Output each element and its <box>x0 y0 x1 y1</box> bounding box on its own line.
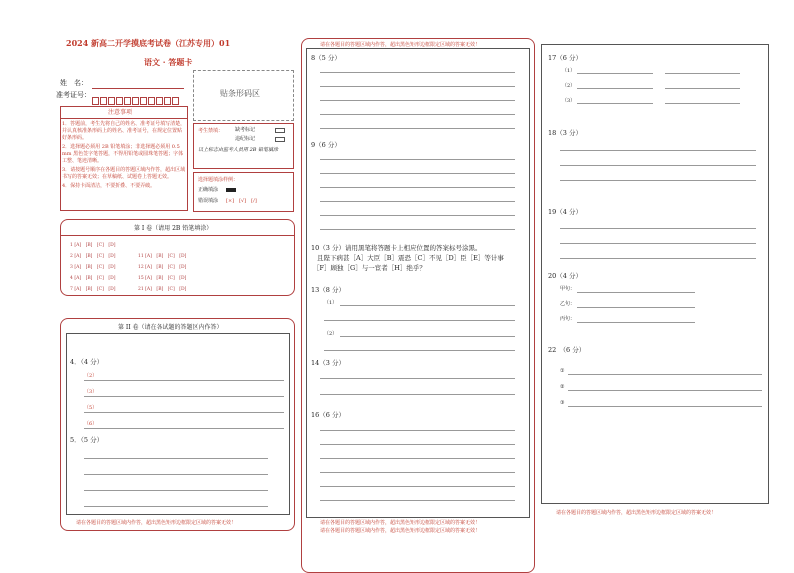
q13-sub: （2） <box>324 331 338 337</box>
examinee-label: 考生禁填： <box>198 128 224 134</box>
choice-row[interactable]: 2 [A] [B] [C] [D] <box>70 254 116 259</box>
answer-line[interactable] <box>320 500 515 501</box>
q20-sub: 甲句： <box>560 286 576 292</box>
q18-label: 18（3 分） <box>548 129 582 137</box>
q17-sub: （2） <box>562 83 576 89</box>
id-cell[interactable] <box>116 97 123 105</box>
answer-line[interactable] <box>577 322 695 323</box>
part2-title: 第 II 卷（请在各试题的答题区内作答） <box>118 324 223 331</box>
exam-title: 2024 新高二开学摸底考试卷（江苏专用）01 <box>66 38 231 48</box>
correct-fill-mark <box>226 188 236 192</box>
answer-line[interactable] <box>560 150 756 151</box>
answer-line[interactable] <box>577 292 695 293</box>
q13-sub: （1） <box>324 300 338 306</box>
notice-item: 2．选择题必须用 2B 铅笔填涂；非选择题必须用 0.5 mm 黑色签字笔答题，不得用铅笔或圆珠笔答题；字体工整、笔迹清晰。 <box>62 144 184 164</box>
q8-label: 8（5 分） <box>311 54 341 62</box>
warning-text: 请在各题目的答题区域内作答，超出黑色矩形边框限定区域的答案无效！ <box>76 520 237 526</box>
q4-sub: （3） <box>84 389 98 395</box>
choice-row[interactable]: 11 [A] [B] [C] [D] <box>138 254 187 259</box>
id-cell[interactable] <box>108 97 115 105</box>
answer-line[interactable] <box>320 486 515 487</box>
exam-subtitle: 语文 · 答题卡 <box>144 57 193 67</box>
answer-line[interactable] <box>320 215 515 216</box>
answer-line[interactable] <box>324 320 515 321</box>
cheat-checkbox[interactable] <box>275 137 285 142</box>
q14-label: 14（3 分） <box>311 359 345 367</box>
answer-line[interactable] <box>84 474 268 475</box>
answer-line[interactable] <box>84 506 268 507</box>
q10-text <box>311 243 526 273</box>
answer-line[interactable] <box>568 374 762 375</box>
cheat-label: 违纪标记 <box>235 136 256 142</box>
choice-row[interactable]: 3 [A] [B] [C] [D] <box>70 265 116 270</box>
q22-sub: ② <box>560 384 565 390</box>
q17-sub: （3） <box>562 98 576 104</box>
q17-label: 17（6 分） <box>548 54 582 62</box>
answer-line[interactable] <box>84 428 284 429</box>
choice-row[interactable]: 7 [A] [B] [C] [D] <box>70 287 116 292</box>
q4-sub: （6） <box>84 421 98 427</box>
notice-item: 1．答题前，考生先将自己的姓名、准考证号填写清楚，并认真核准条形码上的姓名、准考证号，在规定位置贴好条形码。 <box>62 121 186 141</box>
absent-label: 缺考标记 <box>235 127 256 133</box>
answer-line[interactable] <box>560 243 756 244</box>
id-cell[interactable] <box>164 97 171 105</box>
answer-line[interactable] <box>665 88 740 89</box>
q20-label: 20（4 分） <box>548 272 582 280</box>
answer-line[interactable] <box>320 201 515 202</box>
answer-line[interactable] <box>577 88 653 89</box>
answer-line[interactable] <box>577 73 653 74</box>
name-field[interactable] <box>92 88 184 89</box>
notice-list <box>62 121 186 190</box>
warning-text: 请在各题目的答题区域内作答，超出黑色矩形边框限定区域的答案无效！ <box>320 520 481 526</box>
answer-line[interactable] <box>577 103 653 104</box>
fill-example-title: 选择题填涂样例： <box>198 177 239 183</box>
answer-line[interactable] <box>320 472 515 473</box>
answer-line[interactable] <box>320 128 515 129</box>
q20-sub: 乙句： <box>560 301 576 307</box>
q22-sub: ③ <box>560 400 565 406</box>
id-cell[interactable] <box>148 97 155 105</box>
answer-line[interactable] <box>320 430 515 431</box>
answer-line[interactable] <box>340 336 515 337</box>
wrong-fill-marks: [×] [√] [/] <box>226 198 257 204</box>
answer-line[interactable] <box>320 394 515 395</box>
choice-row[interactable]: 15 [A] [B] [C] [D] <box>138 276 187 281</box>
part1-col1 <box>70 242 115 297</box>
choice-row[interactable]: 1 [A] [B] [C] [D] <box>70 243 116 248</box>
wrong-fill-label: 错误填涂 <box>198 198 219 204</box>
barcode-label: 贴条形码区 <box>220 89 260 98</box>
answer-line[interactable] <box>320 229 515 230</box>
answer-line[interactable] <box>84 490 268 491</box>
choice-row[interactable]: 4 [A] [B] [C] [D] <box>70 276 116 281</box>
answer-line[interactable] <box>340 305 515 306</box>
id-cell[interactable] <box>124 97 131 105</box>
answer-line[interactable] <box>560 258 756 259</box>
q22-sub: ① <box>560 368 565 374</box>
choice-row[interactable]: 21 [A] [B] [C] [D] <box>138 287 187 292</box>
q20-sub: 丙句： <box>560 316 576 322</box>
answer-line[interactable] <box>320 100 515 101</box>
examinee-note: 以上标志由监考人员用 2B 铅笔填涂 <box>198 147 279 153</box>
answer-line[interactable] <box>320 444 515 445</box>
answer-line[interactable] <box>320 72 515 73</box>
name-label: 姓 名： <box>60 79 88 87</box>
id-cell[interactable] <box>132 97 139 105</box>
q10-line[interactable]: 且陛下病甚［A］大臣［B］震恐［C］不见［D］臣［E］等计事 <box>317 254 504 262</box>
q19-label: 19（4 分） <box>548 208 582 216</box>
q17-sub: （1） <box>562 68 576 74</box>
answer-line[interactable] <box>84 396 284 397</box>
notice-title: 注意事项 <box>108 109 133 116</box>
id-cell[interactable] <box>100 97 107 105</box>
warning-text: 请在各题目的答题区域内作答，超出黑色矩形边框限定区域的答案无效！ <box>320 42 481 48</box>
answer-line[interactable] <box>84 380 284 381</box>
q10-line[interactable]: ［F］顾独［G］与一宦者［H］绝乎？ <box>313 264 426 272</box>
answer-line[interactable] <box>84 458 268 459</box>
answer-line[interactable] <box>665 73 740 74</box>
correct-fill-label: 正确填涂 <box>198 187 219 193</box>
part1-title: 第 I 卷（请用 2B 铅笔填涂） <box>134 225 213 232</box>
id-cell[interactable] <box>172 97 179 105</box>
q13-label: 13（8 分） <box>311 286 345 294</box>
answer-line[interactable] <box>560 165 756 166</box>
answer-line[interactable] <box>324 350 515 351</box>
answer-line[interactable] <box>577 307 695 308</box>
part1-col2 <box>138 253 186 297</box>
answer-line[interactable] <box>560 228 756 229</box>
answer-line[interactable] <box>320 378 515 379</box>
answer-line[interactable] <box>320 114 515 115</box>
id-cell[interactable] <box>156 97 163 105</box>
answer-line[interactable] <box>320 159 515 160</box>
answer-line[interactable] <box>568 406 762 407</box>
id-label: 准考证号： <box>56 91 91 99</box>
q9-label: 9（6 分） <box>311 141 341 149</box>
answer-line[interactable] <box>320 173 515 174</box>
answer-line[interactable] <box>320 187 515 188</box>
answer-line[interactable] <box>84 412 284 413</box>
answer-line[interactable] <box>320 86 515 87</box>
mid-inner-box <box>306 48 530 518</box>
q10-line: 10（3 分）请用黑笔将答题卡上相应位置的答案标号涂黑。 <box>311 244 482 252</box>
warning-text: 请在各题目的答题区域内作答，超出黑色矩形边框限定区域的答案无效！ <box>320 528 481 534</box>
absent-checkbox[interactable] <box>275 128 285 133</box>
q4-label: 4．（4 分） <box>70 358 104 366</box>
choice-row[interactable]: 12 [A] [B] [C] [D] <box>138 265 187 270</box>
id-cell[interactable] <box>92 97 99 105</box>
notice-item: 3．请按题号顺序在各题目的答题区域内作答，超出区域书写的答案无效；在草稿纸、试题卷上答题无效。 <box>62 167 186 180</box>
q5-label: 5．（5 分） <box>70 436 104 444</box>
answer-line[interactable] <box>568 390 762 391</box>
warning-text: 请在各题目的答题区域内作答，超出黑色矩形边框限定区域的答案无效！ <box>556 510 717 516</box>
q4-sub: （2） <box>84 373 98 379</box>
q22-label: 22 （6 分） <box>548 346 586 354</box>
answer-line[interactable] <box>560 180 756 181</box>
q16-label: 16（6 分） <box>311 411 345 419</box>
id-cell[interactable] <box>140 97 147 105</box>
answer-line[interactable] <box>665 103 740 104</box>
q4-sub: （5） <box>84 405 98 411</box>
notice-item: 4．保持卡面清洁，不要折叠、不要弄破。 <box>62 183 156 189</box>
answer-line[interactable] <box>320 458 515 459</box>
